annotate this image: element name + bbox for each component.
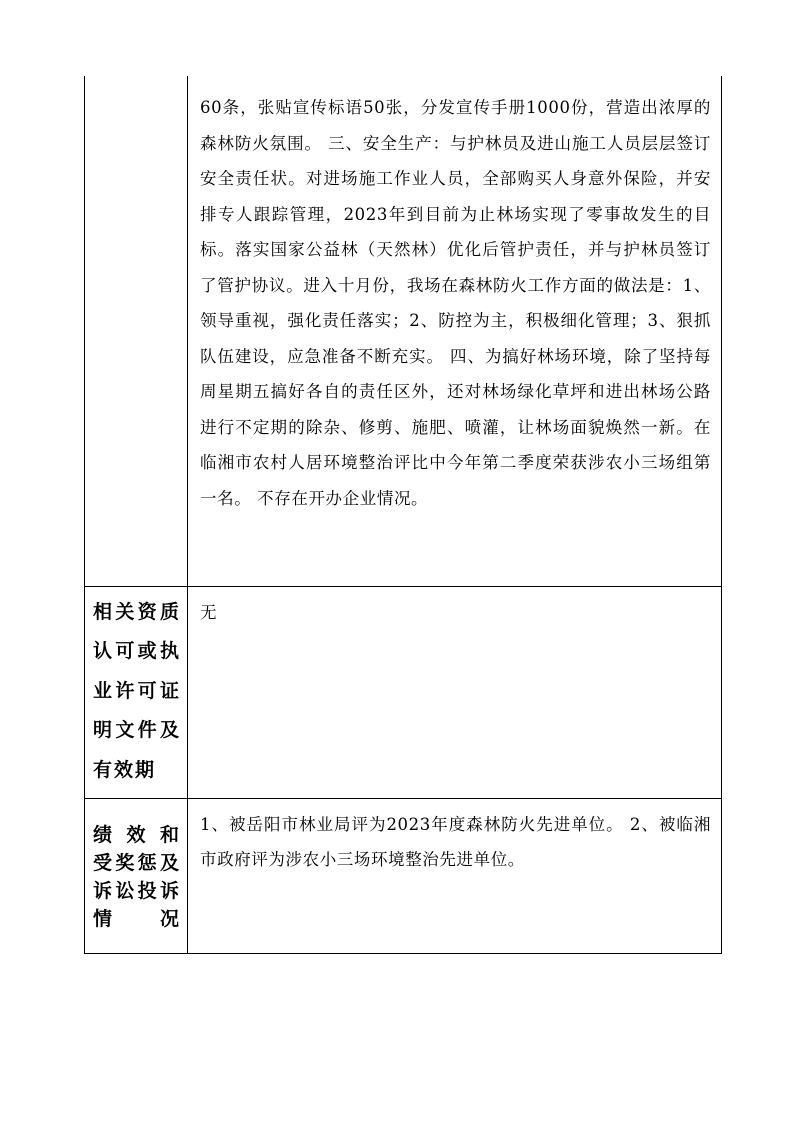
- qualification-label-line: 相关资质: [93, 600, 181, 623]
- performance-label-cell: [85, 798, 188, 953]
- table-row-performance: [85, 798, 722, 953]
- performance-label: [85, 799, 187, 933]
- qualification-content-text: 无: [200, 602, 218, 622]
- performance-label-line: 绩效和: [93, 823, 181, 846]
- qualification-content-cell: [188, 586, 722, 798]
- info-table: [84, 76, 722, 954]
- continued-content-text: 60条，张贴宣传标语50张，分发宣传手册1000份，营造出浓厚的森林防火氛围。 三、安全生产：与护林员及进山施工人员层层签订安全责任状。对进场施工作业人员，全部购买人身意外保险，并安排专人跟踪管理，2023年到目前为止林场实现了零事故发生的目标。落实国家公益林（天然林）优化后管护责任，并与护林员签订了管护协议。进入十月份，我场在森林防火工作方面的做法是：1、领导重视，强化责任落实；2、防控为主，积极细化管理；3、狠抓队伍建设，应急准备不断充实。 四、为搞好林场环境，除了坚持每周星期五搞好各自的责任区外，还对林场绿化草坪和进出林场公路进行不定期的除杂、修剪、施肥、喷灌，让林场面貌焕然一新。在临湘市农村人居环境整治评比中今年第二季度荣获涉农小三场组第一名。 不存在开办企业情况。: [200, 98, 711, 508]
- performance-content-cell: [188, 798, 722, 953]
- qualification-label: [85, 587, 187, 791]
- table-row-qualification: [85, 586, 722, 798]
- performance-content-text: 1、被岳阳市林业局评为2023年度森林防火先进单位。 2、被临湘市政府评为涉农小三场环境整治先进单位。: [200, 814, 711, 869]
- performance-label-line: 情况: [93, 907, 181, 930]
- qualification-label-line: 明文件及: [93, 719, 181, 741]
- continued-content-cell: [188, 76, 722, 586]
- qualification-label-line: 业许可证: [93, 679, 181, 702]
- table-row-continued: [85, 76, 722, 586]
- qualification-label-line: 认可或执: [93, 640, 181, 662]
- performance-label-line: 诉讼投诉: [93, 879, 181, 902]
- continued-label-cell: [85, 76, 188, 586]
- qualification-label-line: 有效期: [93, 758, 157, 781]
- qualification-label-cell: [85, 586, 188, 798]
- performance-label-line: 受奖惩及: [93, 851, 181, 874]
